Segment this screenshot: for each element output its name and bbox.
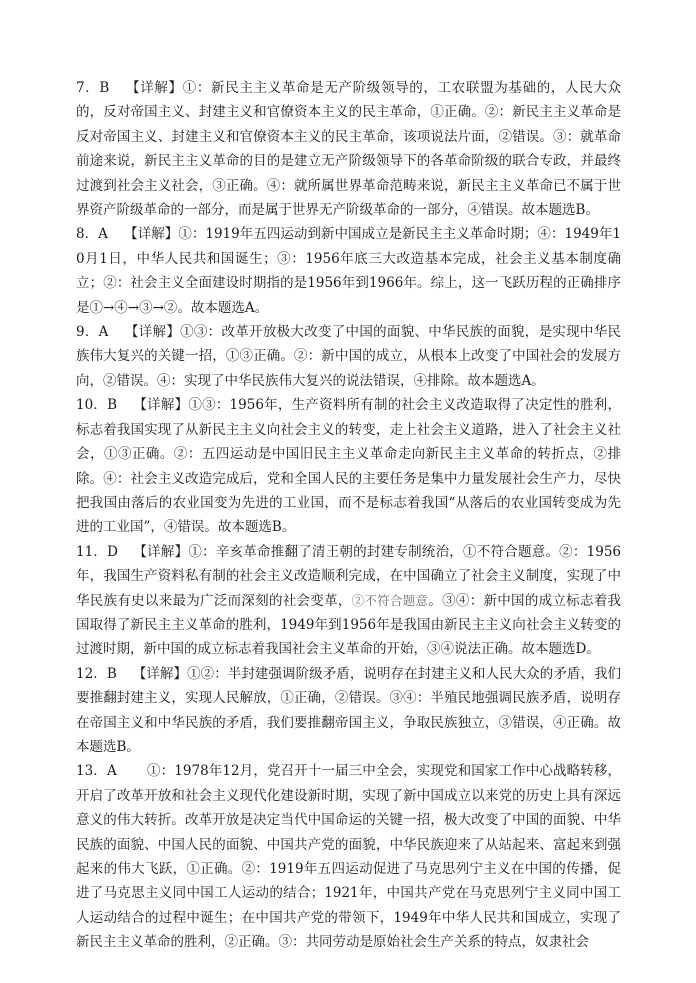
- explanation-text: ①：1978年12月，党召开十一届三中全会，实现党和国家工作中心战略转移，开启了改革开放和社会主义现代化建设新时期，实现了新中国成立以来党的历史上具有深远意义的伟大转折。改革开放是决定当代中国命运的关键一招，极大改变了中国的面貌、中华民族的面貌、中国人民的面貌、中国共产党的面貌，中华民族迎来了从站起来、富起来到强起来的伟大飞跃，①正确。②：1919年五四运动促进了马克思列宁主义在中国的传播，促进了马克思主义同中国工人运动的结合；1921年，中国共产党在马克思列宁主义同中国工人运动结合的过程中诞生；在中国共产党的带领下，1949年中华人民共和国成立，实现了新民主主义革命的胜利，②正确。③：共同劳动是原始社会生产关系的特点，奴隶社会: [76, 763, 621, 951]
- answer-item-7: [76, 76, 621, 222]
- answer-letter: B: [106, 665, 117, 682]
- detail-tag: 【详解】: [133, 543, 189, 560]
- detail-tag: 【详解】: [125, 80, 183, 96]
- answer-item-12: [76, 662, 621, 760]
- answer-letter: A: [98, 324, 109, 341]
- question-number: 8．: [76, 226, 99, 243]
- question-number: 9．: [76, 324, 99, 341]
- answer-item-13: [76, 759, 621, 954]
- explanation-text: ①②：半封建强调阶级矛盾，说明存在封建主义和人民大众的矛盾，我们要推翻封建主义，实现人民解放，①正确，②错误。③④：半殖民地强调民族矛盾，说明存在帝国主义和中华民族的矛盾，我们要推翻帝国主义，争取民族独立，③错误，④正确。故本题选B。: [76, 665, 622, 755]
- answer-letter: B: [99, 80, 110, 96]
- question-number: 10．: [76, 397, 108, 414]
- explanation-text: ①③：1956年，生产资料所有制的社会主义改造取得了决定性的胜利，标志着我国实现了从新民主主义向社会主义的转变，走上社会主义道路，进入了社会主义社会，①③正确。②：五四运动是中国旧民主主义革命走向新民主主义革命的转折点，②排除。④：社会主义改造完成后，党和全国人民的主要任务是集中力量发展社会生产力，尽快把我国由落后的农业国变为先进的工业国，而不是标志着我国“从落后的农业国转变成为先进的工业国”，④错误。故本题选B。: [76, 397, 622, 536]
- answer-item-8: [76, 222, 621, 320]
- answer-letter: A: [98, 226, 108, 243]
- answer-explanations: [76, 76, 621, 955]
- explanation-text: ①：新民主主义革命是无产阶级领导的，工农联盟为基础的，人民大众的，反对帝国主义、封建主义和官僚资本主义的民主革命，①正确。②：新民主主义革命是反对帝国主义、封建主义和官僚资本主义的民主革命，该项说法片面，②错误。③：就革命前途来说，新民主主义革命的目的是建立无产阶级领导下的各革命阶级的联合专政，并最终过渡到社会主义社会，③正确。④：就所属世界革命范畴来说，新民主主义革命已不属于世界资产阶级革命的一部分，而是属于世界无产阶级革命的一部分，④错误。故本题选B。: [76, 80, 622, 219]
- question-number: 11．: [76, 543, 108, 560]
- explanation-text-faint: ②不符合题意: [351, 592, 429, 608]
- answer-letter: D: [107, 543, 118, 560]
- question-number: 7．: [76, 80, 100, 96]
- answer-item-11: [76, 540, 621, 662]
- question-number: 13．: [76, 763, 107, 780]
- answer-item-9: [76, 320, 621, 393]
- detail-tag: 【详解】: [133, 397, 189, 414]
- answer-letter: A: [106, 763, 117, 780]
- explanation-text-continued: 。③④：新中国的成立标志着我国取得了新民主主义革命的胜利，1949年到1956年是我国由新民主主义向社会主义转变的过渡时期，新中国的成立标志着我国社会主义革命的开始，③④说法正确。故本题选D。: [76, 592, 622, 658]
- detail-tag: 【详解】: [132, 665, 188, 682]
- detail-tag: 【详解】: [124, 226, 179, 243]
- question-number: 12．: [76, 665, 107, 682]
- detail-tag: 【详解】: [124, 324, 181, 341]
- answer-letter: B: [107, 397, 118, 414]
- explanation-text: ①：1919年五四运动到新中国成立是新民主主义革命时期；④：1949年10月1日，中华人民共和国诞生；③：1956年底三大改造基本完成，社会主义基本制度确立；②：社会主义全面建设时期指的是1956年到1966年。综上，这一飞跃历程的正确排序是①→④→③→②。故本题选A。: [76, 226, 621, 316]
- explanation-text: ①：辛亥革命推翻了清王朝的封建专制统治，①不符合题意。②：1956年，我国生产资料私有制的社会主义改造顺利完成，在中国确立了社会主义制度，实现了中华民族有史以来最为广泛而深刻的社会变革，: [76, 543, 622, 609]
- answer-item-10: [76, 393, 621, 539]
- explanation-text: ①③：改革开放极大改变了中国的面貌、中华民族的面貌，是实现中华民族伟大复兴的关键一招，①③正确。②：新中国的成立，从根本上改变了中国社会的发展方向，②错误。④：实现了中华民族伟大复兴的说法错误，④排除。故本题选A。: [76, 324, 622, 389]
